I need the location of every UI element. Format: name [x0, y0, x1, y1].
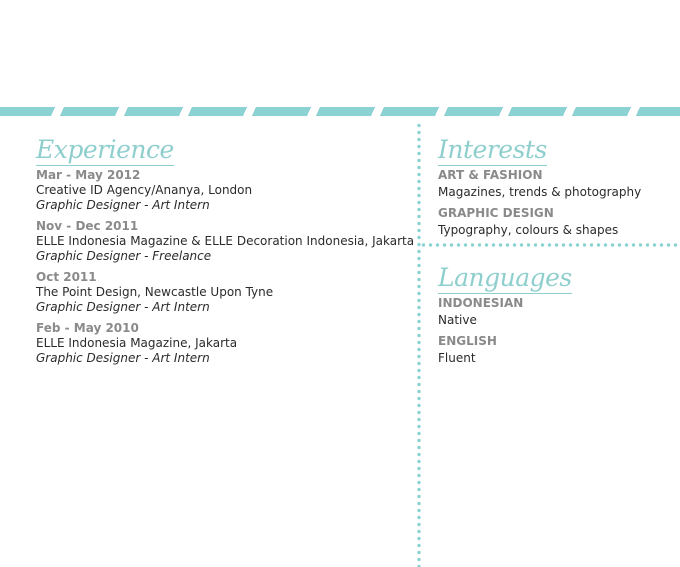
experience-date: Nov - Dec 2011	[36, 219, 139, 233]
experience-org: Creative ID Agency/Ananya, London	[36, 183, 253, 197]
experience-role: Graphic Designer - Freelance	[36, 249, 212, 263]
experience-date: Oct 2011	[36, 270, 97, 284]
languages-heading: Languages	[438, 263, 572, 292]
experience-role: Graphic Designer - Art Intern	[36, 198, 210, 212]
language-name: ENGLISH	[438, 334, 497, 348]
interest-category: ART & FASHION	[438, 168, 543, 182]
experience-org: The Point Design, Newcastle Upon Tyne	[36, 285, 274, 299]
interest-value: Typography, colours & shapes	[438, 223, 619, 237]
experience-org: ELLE Indonesia Magazine, Jakarta	[36, 336, 238, 350]
language-level: Native	[438, 313, 477, 327]
language-level: Fluent	[438, 351, 476, 365]
languages-list	[438, 296, 676, 372]
experience-heading: Experience	[36, 135, 174, 164]
experience-org: ELLE Indonesia Magazine & ELLE Decoration Indonesia, Jakarta	[36, 234, 415, 248]
experience-entry	[36, 270, 411, 315]
interests-heading: Interests	[438, 135, 547, 164]
interests-list	[438, 168, 676, 244]
language-name: INDONESIAN	[438, 296, 524, 310]
experience-list	[36, 168, 415, 372]
experience-role: Graphic Designer - Art Intern	[36, 300, 210, 314]
vertical-dotted-divider	[417, 122, 421, 567]
interest-category: GRAPHIC DESIGN	[438, 206, 554, 220]
experience-entry	[36, 219, 415, 264]
experience-date: Mar - May 2012	[36, 168, 141, 182]
interest-value: Magazines, trends & photography	[438, 185, 642, 199]
experience-date: Feb - May 2010	[36, 321, 139, 335]
experience-role: Graphic Designer - Art Intern	[36, 351, 210, 365]
experience-entry	[36, 321, 411, 366]
striped-divider	[0, 107, 680, 116]
experience-entry	[36, 168, 411, 213]
